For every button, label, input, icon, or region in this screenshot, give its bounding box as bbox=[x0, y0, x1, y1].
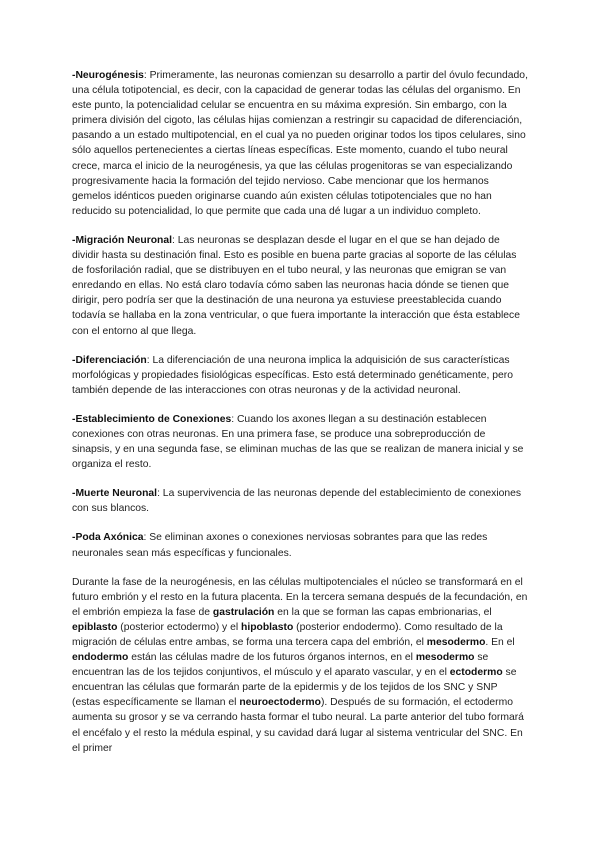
bold-term: neuroectodermo bbox=[239, 697, 321, 709]
paragraph-establecimiento-conexiones bbox=[72, 412, 528, 472]
bold-term: mesodermo bbox=[426, 637, 486, 648]
section-text: : Las neuronas se desplazan desde el lugar en el que se han dejado de dividir hasta su destinación final. Esto es posible en buena parte gracias al soporte de las células de fosforilación radial, que se distribuyen en el tubo neural, y las neuronas que emigran se van enredando en ellas. No está claro todavía cómo saben las neuronas hacia dónde se tienen que dirigir, pero podría ser que la destinación de una neurona ya estuviese preestablecida cuando todavía se hallaba en la zona ventricular, o que fuera importante la interacción que ésta establece con el entorno al que llega. bbox=[72, 234, 520, 337]
body-text: ). Después de su formación, el ectodermo aumenta su grosor y se va cerrando hasta formar el tubo neural. La parte anterior del tubo formará el encéfalo y el resto la médula espinal, y su cavidad dará lugar al sistema ventricular del SNC. En el primer bbox=[72, 697, 524, 754]
section-heading: -Establecimiento de Conexiones bbox=[72, 413, 232, 425]
paragraph-gastrulacion bbox=[72, 575, 528, 756]
body-text: están las células madre de los futuros órganos internos, en el bbox=[128, 652, 416, 664]
section-heading: -Diferenciación bbox=[72, 354, 147, 366]
section-text: : Primeramente, las neuronas comienzan su desarrollo a partir del óvulo fecundado, una célula totipotencial, es decir, con la capacidad de generar todas las células del organismo. En este punto, la potencialidad celular se encuentra en su máxima expresión. Sin embargo, con la primera división del cigoto, las células hijas comienzan a restringir su capacidad de diferenciación, pasando a un estado multipotencial, en el cual ya no pueden originar todos los tipos celulares, sino sólo aquellos pertenecientes a ciertas líneas específicas. Este momento, cuando el tubo neural crece, marca el inicio de la neurogénesis, ya que las células progenitoras se van especializando progresivamente hacia la formación del tejido nervioso. Cabe mencionar que los hermanos gemelos idénticos pueden originarse cuando aún existen células totipotenciales que no han reducido su potencialidad, lo que permite que cada una dé lugar a un individuo completo. bbox=[72, 70, 528, 217]
body-text: . En el bbox=[485, 637, 515, 648]
body-text: (posterior endodermo). Como resultado de la migración de células entre ambas, se forma una tercera capa del embrión, el bbox=[72, 621, 503, 648]
section-text: : Se eliminan axones o conexiones nerviosas sobrantes para que las redes neuronales sean más específicas y funcionales. bbox=[72, 532, 488, 559]
bold-term: epiblasto bbox=[72, 621, 118, 633]
body-text: (posterior ectodermo) y el bbox=[117, 621, 242, 633]
bold-term: ectodermo bbox=[449, 667, 503, 679]
paragraph-migracion-neuronal bbox=[72, 233, 528, 339]
section-heading: -Neurogénesis bbox=[72, 70, 144, 81]
bold-term: gastrulación bbox=[212, 606, 275, 618]
section-text: : Cuando los axones llegan a su destinación establecen conexiones con otras neuronas. En una primera fase, se produce una sobreproducción de sinapsis, y en una segunda fase, se eliminan muchas de las que se realizan de manera inicial y se organiza el resto. bbox=[72, 413, 524, 471]
body-text: en la que se forman las capas embrionarias, el bbox=[274, 606, 492, 618]
section-text: : La supervivencia de las neuronas depende del establecimiento de conexiones con sus blancos. bbox=[72, 488, 522, 515]
body-text: Durante la fase de la neurogénesis, en las células multipotenciales el núcleo se transformará en el futuro embrión y el resto en la futura placenta. En la tercera semana después de la fecundación, en el embrión empieza la fase de bbox=[72, 576, 528, 618]
section-heading: -Muerte Neuronal bbox=[72, 488, 158, 500]
paragraph-poda-axonica bbox=[72, 530, 528, 560]
document-body bbox=[72, 68, 528, 770]
body-text: se encuentran las células que formarán parte de la epidermis y de los tejidos de los SNC y SNP (estas específicamente se llaman el bbox=[72, 667, 517, 709]
bold-term: hipoblasto bbox=[241, 621, 294, 633]
paragraph-diferenciacion bbox=[72, 353, 528, 398]
body-text: se encuentran las de los tejidos conjuntivos, el músculo y el aparato vascular, y en el bbox=[72, 652, 489, 679]
section-heading: -Poda Axónica bbox=[72, 532, 144, 544]
section-heading: -Migración Neuronal bbox=[72, 234, 172, 246]
section-text: : La diferenciación de una neurona implica la adquisición de sus características morfológicas y propiedades fisiológicas específicas. Esto está determinado genéticamente, pero también depende de las interacciones con otras neuronas y de la actividad neuronal. bbox=[72, 354, 514, 396]
bold-term: endodermo bbox=[72, 652, 129, 664]
bold-term: mesodermo bbox=[415, 652, 475, 664]
paragraph-muerte-neuronal bbox=[72, 486, 528, 516]
paragraph-neurogenesis bbox=[72, 68, 528, 219]
